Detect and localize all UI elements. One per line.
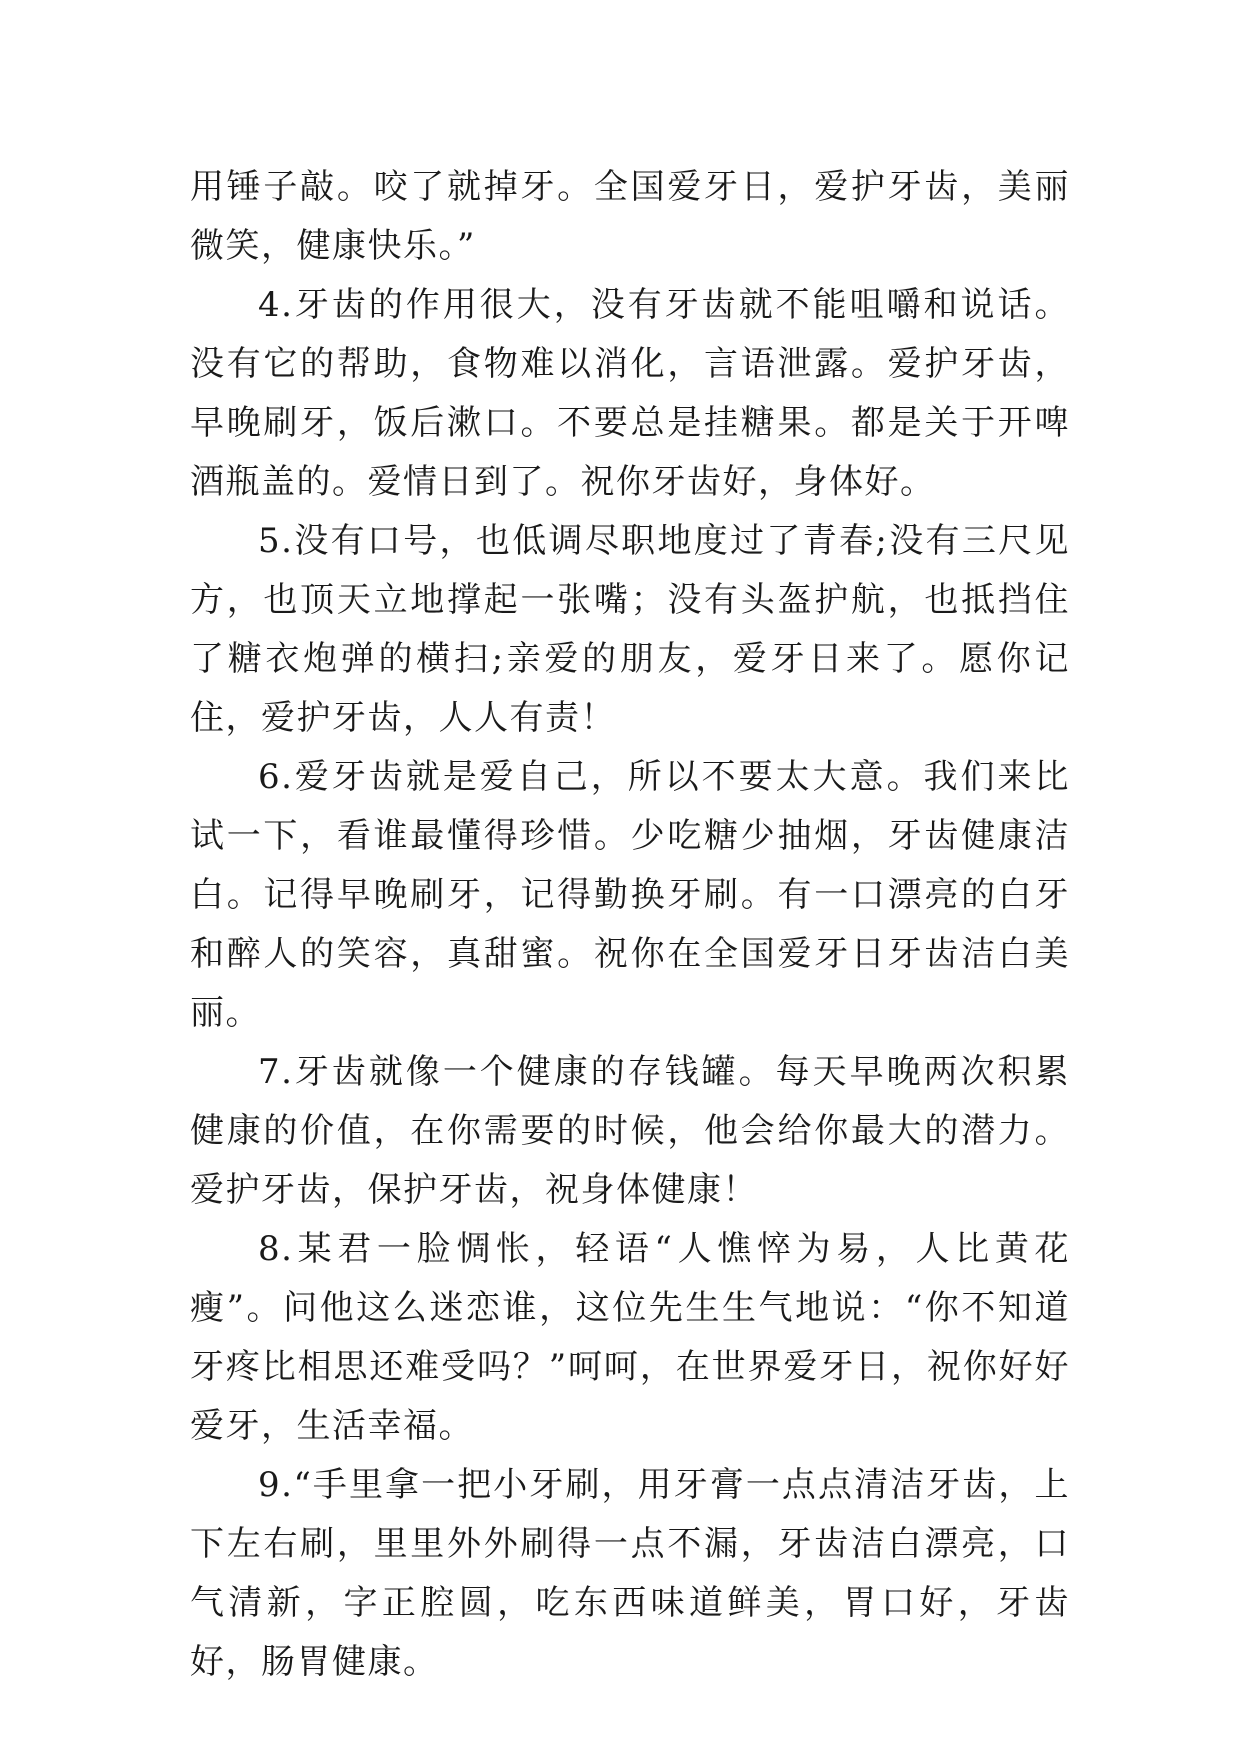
- document-body: [190, 158, 1070, 1692]
- paragraph-item-4: 4.牙齿的作用很大，没有牙齿就不能咀嚼和说话。没有它的帮助，食物难以消化，言语泄露。爱护牙齿，早晚刷牙，饭后漱口。不要总是挂糖果。都是关于开啤酒瓶盖的。爱情日到了。祝你牙齿好，身体好。: [190, 285, 1070, 502]
- paragraph-continuation: 用锤子敲。咬了就掉牙。全国爱牙日，爱护牙齿，美丽微笑，健康快乐。”: [190, 167, 1070, 266]
- paragraph-item-6: 6.爱牙齿就是爱自己，所以不要太大意。我们来比试一下，看谁最懂得珍惜。少吃糖少抽烟，牙齿健康洁白。记得早晚刷牙，记得勤换牙刷。有一口漂亮的白牙和醉人的笑容，真甜蜜。祝你在全国爱牙日牙齿洁白美丽。: [190, 757, 1070, 1033]
- paragraph-item-9: 9.“手里拿一把小牙刷，用牙膏一点点清洁牙齿，上下左右刷，里里外外刷得一点不漏，牙齿洁白漂亮，口气清新，字正腔圆，吃东西味道鲜美，胃口好，牙齿好，肠胃健康。: [190, 1465, 1070, 1682]
- paragraph-item-5: 5.没有口号，也低调尽职地度过了青春;没有三尺见方，也顶天立地撑起一张嘴；没有头盔护航，也抵挡住了糖衣炮弹的横扫;亲爱的朋友，爱牙日来了。愿你记住，爱护牙齿，人人有责！: [190, 521, 1070, 738]
- paragraph-item-7: 7.牙齿就像一个健康的存钱罐。每天早晚两次积累健康的价值，在你需要的时候，他会给你最大的潜力。爱护牙齿，保护牙齿，祝身体健康！: [190, 1052, 1070, 1210]
- paragraph-item-8: 8.某君一脸惆怅，轻语“人憔悴为易，人比黄花瘦”。问他这么迷恋谁，这位先生生气地说：“你不知道牙疼比相思还难受吗？”呵呵，在世界爱牙日，祝你好好爱牙，生活幸福。: [190, 1229, 1070, 1446]
